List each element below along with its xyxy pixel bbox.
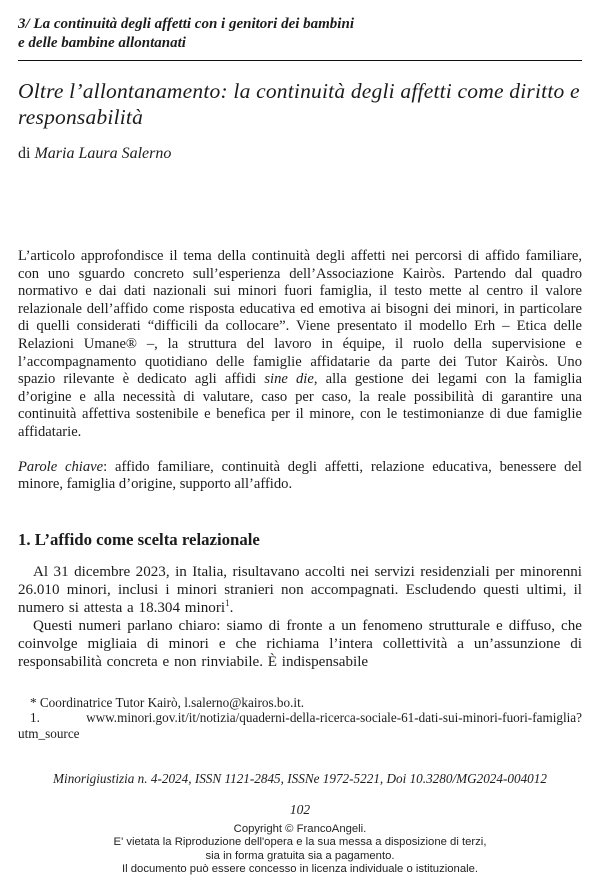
byline [18,145,582,163]
section-heading: 1. L’affido come scelta relazionale [18,529,260,549]
body-paragraph-1-text: Al 31 dicembre 2023, in Italia, risultavano accolti nei servizi residenziali per minorenni 26.010 minori, inclusi i minori stranieri non accompagnati. Escludendo questi ultimi, il numero si attesta a 18.304 minori [18,563,582,616]
abstract-italic-term: sine die [264,371,314,388]
copyright-line-3: sia in forma gratuita sia a pagamento. [205,849,395,862]
copyright-block [18,823,582,877]
page-number: 102 [289,801,311,817]
journal-citation-line: Minorigiustizia n. 4-2024, ISSN 1121-2845, ISSNe 1972-5221, Doi 10.3280/MG2024-004012 [53,770,547,786]
body-paragraph-1-end: . [229,599,234,616]
running-head [18,15,582,61]
footnote-1: 1. www.minori.gov.it/it/notizia/quaderni-della-ricerca-sociale-61-dati-sui-minori-fuori-famiglia?utm_source [18,710,582,741]
author-name: Maria Laura Salerno [34,145,172,162]
abstract-text-2: , alla gestione dei legami con la famiglia d’origine e alla necessità di valutare, caso per caso, la reale possibilità di garantire una continuità affettiva sostenibile e benefica per il minore, con le testimonianze di due famiglie affidatarie. [18,371,582,440]
body-paragraph-2: Questi numeri parlano chiaro: siamo di fronte a un fenomeno strutturale e diffuso, che coinvolge migliaia di minori e che richiama l’intera collettività a un’assunzione di responsabilità concreta e non rinviabile. È indispensabile [18,617,582,670]
byline-prefix: di [18,145,35,162]
keywords-text: : affido familiare, continuità degli affetti, relazione educativa, benessere del minore, famiglia d’origine, supporto all’affido. [18,458,582,493]
copyright-line-4: Il documento può essere concesso in licenza individuale o istituzionale. [121,863,479,876]
body-paragraph-1 [18,563,582,617]
running-head-line1: 3/ La continuità degli affetti con i genitori dei bambini [18,16,354,32]
abstract [18,248,582,442]
keywords-label: Parole chiave [18,458,104,475]
footnotes [18,695,582,741]
abstract-text-1: L’articolo approfondisce il tema della continuità degli affetti nei percorsi di affido familiare, con uno sguardo concreto sull’esperienza dell’Associazione Kairòs. Partendo dal quadro normativo e dai dati nazionali sui minori fuori famiglia, il testo mette al centro il valore relazionale dell’affido come risposta educativa ed emotiva ai bisogni dei minori, in particolare di quelli considerati “difficili da collocare”. Viene presentato il modello Erh – Etica delle Relazioni Umane® –, la struttura del lavoro in équipe, il ruolo della supervisione e l’accompagnamento quotidiano delle famiglie affidatarie da parte dei Tutor Kairòs. Uno spazio rilevante è dedicato agli affidi [18,248,582,388]
keywords [18,459,582,494]
footnote-asterisk: * Coordinatrice Tutor Kairò, l.salerno@kairos.bo.it. [30,694,305,710]
footnote-reference-1: 1 [225,597,230,608]
running-head-line2: e delle bambine allontanati [18,34,186,51]
copyright-line-2: E' vietata la Riproduzione dell'opera e la sua messa a disposizione di terzi, [113,836,487,849]
copyright-line-1: Copyright © FrancoAngeli. [233,822,367,835]
article-title: Oltre l’allontanamento: la continuità degli affetti come diritto e responsabilità [18,79,580,129]
